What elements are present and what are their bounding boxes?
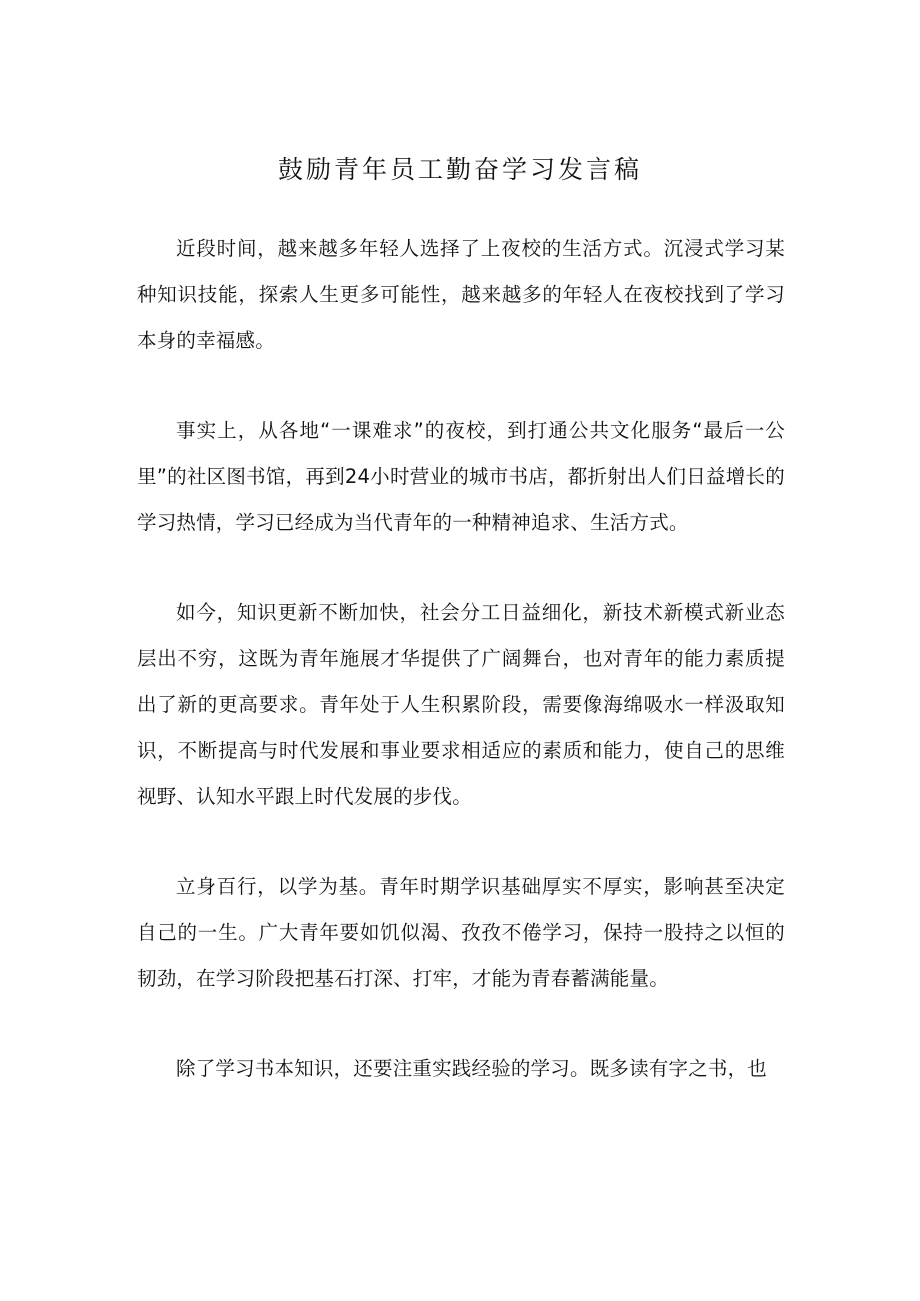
paragraph: 立身百行，以学为基。青年时期学识基础厚实不厚实，影响甚至决定自己的一生。广大青年要如饥似渴、孜孜不倦学习，保持一股持之以恒的韧劲，在学习阶段把基石打深、打牢，才能为青春蓄满能量。 — [137, 875, 785, 990]
document-body — [137, 226, 785, 1136]
paragraph: 如今，知识更新不断加快，社会分工日益细化，新技术新模式新业态层出不穷，这既为青年施展才华提供了广阔舞台，也对青年的能力素质提出了新的更高要求。青年处于人生积累阶段，需要像海绵吸水一样汲取知识，不断提高与时代发展和事业要求相适应的素质和能力，使自己的思维视野、认知水平跟上时代发展的步伐。 — [137, 601, 785, 808]
paragraph: 除了学习书本知识，还要注重实践经验的学习。既多读有字之书，也 — [176, 1057, 768, 1080]
page-title: 鼓励青年员工勤奋学习发言稿 — [277, 155, 642, 184]
paragraph: 事实上，从各地“一课难求”的夜校，到打通公共文化服务“最后一公里”的社区图书馆，再到24小时营业的城市书店，都折射出人们日益增长的学习热情，学习已经成为当代青年的一种精神追求、生活方式。 — [137, 419, 785, 534]
paragraph: 近段时间，越来越多年轻人选择了上夜校的生活方式。沉浸式学习某种知识技能，探索人生更多可能性，越来越多的年轻人在夜校找到了学习本身的幸福感。 — [137, 237, 785, 352]
